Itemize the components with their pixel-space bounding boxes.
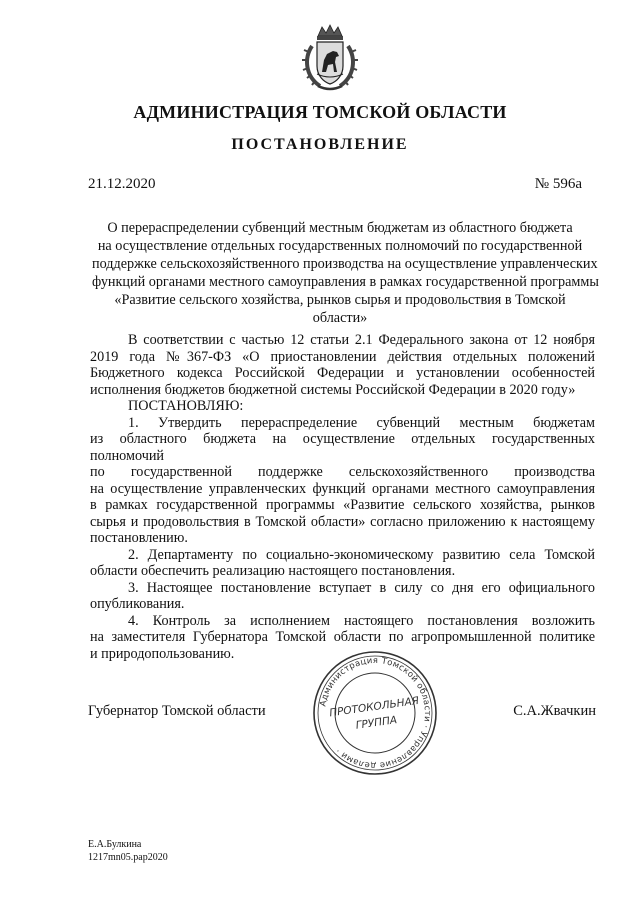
document-type: ПОСТАНОВЛЕНИЕ (231, 136, 409, 153)
resolve-word: ПОСТАНОВЛЯЮ: (128, 398, 244, 414)
item-2-line: области обеспечить реализацию настоящего постановления. (90, 563, 456, 579)
executor-code: 1217mn05.pap2020 (88, 852, 168, 863)
preamble-line: исполнения бюджетов бюджетной системы Российской Федерации в 2020 году» (90, 381, 576, 398)
stamp-center-line1: ПРОТОКОЛЬНАЯ (328, 694, 420, 720)
preamble-line: 2019 года №367-ФЗ «О приостановлении действия отдельных положений (90, 348, 595, 365)
item-1-line: по государственной поддержке сельскохозяйственного производства (90, 464, 595, 480)
signatory-name: С.А.Жвачкин (513, 703, 596, 719)
item-1-line: на осуществление управленческих функций органами местного самоуправления (90, 480, 595, 497)
svg-text:Администрация Томской области: Администрация Томской области · Управление делами · (318, 655, 433, 771)
title-line: «Развитие сельского хозяйства, рынков сырья и продовольствия в Томской (114, 292, 566, 308)
item-3-line: опубликования. (90, 596, 185, 612)
executor-name: Е.А.Булкина (88, 839, 142, 850)
title-line: О перераспределении субвенций местным бюджетам из областного бюджета (107, 220, 573, 236)
title-line: поддержке сельскохозяйственного производства на осуществление управленческих (92, 256, 598, 272)
coat-of-arms-emblem (300, 22, 360, 94)
preamble-line: В соответствии с частью 12 статьи 2.1 Федерального закона от 12 ноября (128, 332, 595, 348)
document-body (90, 332, 595, 662)
title-line: на осуществление отдельных государственных полномочий по государственной (97, 238, 583, 254)
item-1-line: постановлению. (90, 530, 188, 546)
document-number: № 596а (534, 176, 582, 192)
item-1-line: из областного бюджета на осуществление отдельных государственных полномочий (90, 431, 595, 464)
item-3-line: 3. Настоящее постановление вступает в силу со дня его официального (128, 579, 595, 596)
item-1-line: в рамках государственной программы «Развитие сельского хозяйства, рынков (90, 497, 595, 513)
document-title (92, 219, 599, 327)
item-2-line: 2. Департаменту по социально-экономическому развитию села Томской (128, 546, 595, 563)
title-line: функций органами местного самоуправления в рамках государственной программы (92, 274, 599, 290)
stamp-center-line2: ГРУППА (354, 714, 398, 732)
document-date: 21.12.2020 (88, 176, 156, 192)
item-1-line: сырья и продовольствия в Томской области» согласно приложению к настоящему (90, 513, 595, 530)
item-4-line: на заместителя Губернатора Томской области по агропромышленной политике (90, 629, 595, 645)
item-4-line: 4. Контроль за исполнением настоящего постановления возложить (128, 612, 595, 629)
item-1-line: 1. Утвердить перераспределение субвенций местным бюджетам (128, 414, 595, 431)
preamble-line: Бюджетного кодекса Российской Федерации и установлении особенностей (90, 365, 595, 381)
executor-info (88, 838, 168, 864)
round-stamp (310, 648, 440, 778)
title-line: области» (312, 310, 368, 326)
organization-title: АДМИНИСТРАЦИЯ ТОМСКОЙ ОБЛАСТИ (133, 102, 507, 122)
signatory-position: Губернатор Томской области (88, 703, 266, 719)
item-4-line: и природопользованию. (90, 645, 235, 662)
